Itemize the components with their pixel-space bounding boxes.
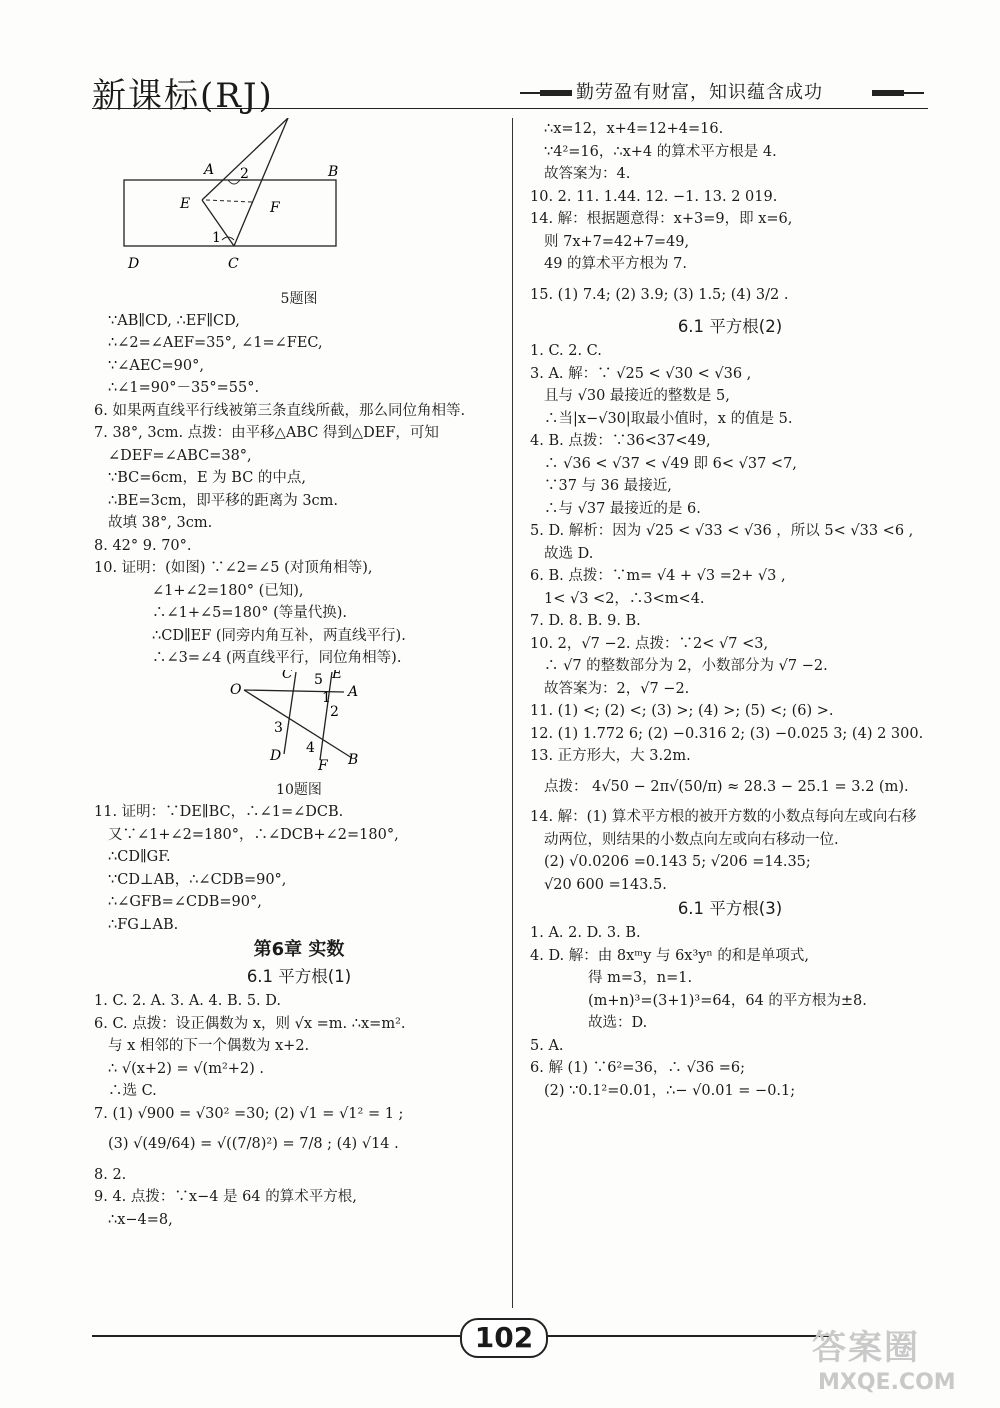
text-line: ∴BE=3cm，即平移的距离为 3cm.: [108, 492, 339, 509]
text-line: ∴∠GFB=∠CDB=90°,: [108, 894, 262, 910]
text-line: ∴选 C.: [108, 1083, 157, 1099]
text-line: 7. (1) √900 = √30² =30; (2) √1 = √1² = 1 ;: [94, 1105, 404, 1122]
text-line: ∴∠2=∠AEF=35°, ∠1=∠FEC,: [108, 335, 323, 351]
fig10-label-f: F: [318, 757, 328, 772]
text-line: (3) √(49/64) = √((7/8)²) = 7/8 ; (4) √14 .: [108, 1136, 399, 1152]
text-line: ∵4²=16，∴x+4 的算术平方根是 4.: [544, 143, 777, 160]
text-line: (m+n)³=(3+1)³=64，64 的平方根为±8.: [588, 992, 867, 1009]
text-line: 4. B. 点拨：∵36<37<49,: [530, 433, 711, 449]
fig5-label-d: D: [128, 256, 140, 272]
fig10-label-3: 3: [274, 719, 283, 736]
text-line: √20 600 =143.5.: [544, 876, 667, 893]
fig10-label-o: O: [230, 681, 242, 698]
text-line: 故选：D.: [588, 1015, 648, 1031]
text-line: ∴ √7 的整数部分为 2，小数部分为 √7 −2.: [544, 658, 828, 674]
text-line: 故答案为：2，√7 −2.: [544, 680, 690, 697]
fig10-label-e: E: [332, 669, 343, 682]
text-line: 14. 解：(1) 算术平方根的被开方数的小数点每向左或向右移: [530, 809, 917, 825]
fig5-label-f: F: [270, 200, 280, 216]
watermark-url: MXQE.COM: [818, 1370, 956, 1395]
watermark: [812, 1320, 992, 1400]
text-line: (2) ∵0.1²=0.01，∴− √0.01 = −0.1;: [544, 1082, 796, 1099]
section-heading: 6.1 平方根(3): [677, 899, 783, 918]
section-heading: 6.1 平方根(2): [677, 317, 783, 336]
fig10-label-5: 5: [314, 671, 323, 688]
text-line: ∴ √(x+2) = √(m²+2) .: [108, 1060, 265, 1077]
text-line: 得 m=3，n=1.: [588, 970, 693, 986]
chapter-heading: 第6章 实数: [253, 939, 345, 960]
watermark-logo: 答案圈: [812, 1328, 920, 1368]
book-title: 新课标(RJ): [92, 76, 274, 116]
text-line: 11. 证明：∵DE∥BC，∴∠1=∠DCB.: [94, 804, 344, 820]
text-line: ∴∠1+∠5=180° (等量代换).: [152, 605, 348, 621]
text-line: ∴∠1=90°－35°=55°.: [108, 380, 260, 396]
text-line: 8. 42° 9. 70°.: [94, 537, 192, 554]
fig10-label-b: B: [348, 751, 359, 768]
fig5-label-b: B: [328, 164, 339, 180]
fig5-label-2: 2: [240, 166, 249, 182]
fig10-caption: 10题图: [276, 782, 322, 798]
text-line: ∴x=12，x+4=12+4=16.: [544, 121, 724, 137]
figure-10: [94, 670, 504, 772]
fig5-label-e: E: [180, 196, 191, 212]
fig5-label-a: A: [204, 162, 215, 178]
text-line: 5. D. 解析：因为 √25 < √33 < √36 ，所以 5< √33 <6 ,: [530, 523, 914, 539]
text-line: ∵∠AEC=90°,: [108, 357, 204, 374]
fig10-label-c: C: [282, 669, 293, 682]
text-line: 14. 解：根据题意得：x+3=9，即 x=6,: [530, 211, 793, 227]
page-number: 102: [460, 1318, 548, 1358]
text-line: ∠1+∠2=180° (已知),: [152, 582, 304, 599]
text-line: ∴CD∥GF.: [108, 849, 171, 865]
text-line: 且与 √30 最接近的整数是 5,: [544, 388, 730, 404]
fig5-label-c: C: [228, 256, 239, 272]
header-decoration-right: [872, 90, 924, 96]
text-line: 12. (1) 1.772 6; (2) −0.316 2; (3) −0.025 3; (4) 2 300.: [530, 725, 924, 742]
text-line: 10. 证明：(如图) ∵∠2=∠5 (对顶角相等),: [94, 560, 373, 576]
text-line: ∴FG⊥AB.: [108, 916, 179, 933]
text-line: 1. C. 2. A. 3. A. 4. B. 5. D.: [94, 993, 281, 1009]
text-line: ∵CD⊥AB，∴∠CDB=90°,: [108, 871, 287, 888]
text-line: 点拨： 4√50 − 2π√(50/π) ≈ 28.3 − 25.1 = 3.2 (m).: [544, 778, 909, 795]
fig10-label-2: 2: [330, 703, 339, 720]
text-line: 8. 2.: [94, 1166, 127, 1183]
text-line: 6. B. 点拨：∵m= √4 + √3 =2+ √3 ,: [530, 568, 786, 584]
fig10-label-a: A: [348, 683, 359, 700]
text-line: ∴与 √37 最接近的是 6.: [544, 500, 701, 517]
text-line: 10. 2，√7 −2. 点拨：∵2< √7 <3,: [530, 635, 769, 652]
text-line: ∴当|x−√30|取最小值时，x 的值是 5.: [544, 410, 793, 427]
text-line: ∴ √36 < √37 < √49 即 6< √37 <7,: [544, 455, 797, 472]
text-line: 6. 如果两直线平行线被第三条直线所截，那么同位角相等.: [94, 402, 466, 419]
footer-rule-right: [544, 1335, 830, 1337]
fig10-label-1: 1: [322, 689, 331, 706]
text-line: (2) √0.0206 =0.143 5; √206 =14.35;: [544, 854, 811, 870]
text-line: 3. A. 解：∵ √25 < √30 < √36 ,: [530, 365, 752, 382]
text-line: 动两位，则结果的小数点向左或向右移动一位.: [544, 831, 839, 848]
text-line: 故填 38°, 3cm.: [108, 515, 213, 531]
text-line: ∠DEF=∠ABC=38°,: [108, 447, 252, 464]
left-column: [94, 118, 504, 1231]
text-line: 10. 2. 11. 1.44. 12. −1. 13. 2 019.: [530, 188, 778, 205]
text-line: 15. (1) 7.4; (2) 3.9; (3) 1.5; (4) 3/2 .: [530, 286, 789, 303]
header-motto: 勤劳盈有财富，知识蕴含成功: [576, 82, 823, 103]
text-line: ∵37 与 36 最接近,: [544, 478, 672, 494]
figure-5: [94, 118, 504, 280]
text-line: 1< √3 <2，∴3<m<4.: [544, 590, 705, 607]
text-line: 1. C. 2. C.: [530, 343, 602, 359]
text-line: 1. A. 2. D. 3. B.: [530, 925, 641, 941]
text-line: ∵AB∥CD, ∴EF∥CD,: [108, 312, 240, 329]
header-decoration-left: [520, 90, 572, 96]
text-line: 6. C. 点拨：设正偶数为 x，则 √x =m. ∴x=m².: [94, 1015, 406, 1032]
text-line: 4. D. 解：由 8xᵐy 与 6x³yⁿ 的和是单项式,: [530, 947, 809, 964]
fig5-label-1: 1: [212, 230, 221, 246]
section-heading: 6.1 平方根(1): [246, 967, 352, 986]
footer-rule-left: [92, 1335, 460, 1337]
text-line: 故选 D.: [544, 545, 594, 562]
column-divider: [512, 118, 513, 1308]
fig10-label-4: 4: [306, 739, 315, 756]
text-line: 与 x 相邻的下一个偶数为 x+2.: [108, 1038, 310, 1054]
text-line: 11. (1) <; (2) <; (3) >; (4) >; (5) <; (6) >.: [530, 703, 834, 719]
text-line: 6. 解 (1) ∵6²=36，∴ √36 =6;: [530, 1060, 746, 1076]
text-line: ∵BC=6cm，E 为 BC 的中点,: [108, 470, 307, 486]
text-line: 7. 38°, 3cm. 点拨：由平移△ABC 得到△DEF，可知: [94, 425, 439, 441]
text-line: 5. A.: [530, 1037, 564, 1054]
text-line: 49 的算术平方根为 7.: [544, 256, 688, 272]
text-line: 7. D. 8. B. 9. B.: [530, 613, 641, 629]
text-line: ∴∠3=∠4 (两直线平行，同位角相等).: [152, 650, 402, 666]
right-column: [530, 118, 930, 1102]
text-line: 则 7x+7=42+7=49,: [544, 233, 690, 250]
fig5-caption: 5题图: [280, 290, 318, 307]
text-line: 又∵∠1+∠2=180°，∴∠DCB+∠2=180°,: [108, 826, 399, 843]
text-line: 9. 4. 点拨：∵x−4 是 64 的算术平方根,: [94, 1189, 357, 1205]
header-rule: [92, 108, 928, 109]
text-line: ∴CD∥EF (同旁内角互补，两直线平行).: [152, 627, 406, 644]
fig10-label-d: D: [270, 747, 282, 764]
text-line: ∴x−4=8,: [108, 1211, 173, 1228]
text-line: 13. 正方形大，大 3.2m.: [530, 748, 691, 764]
text-line: 故答案为：4.: [544, 166, 631, 182]
